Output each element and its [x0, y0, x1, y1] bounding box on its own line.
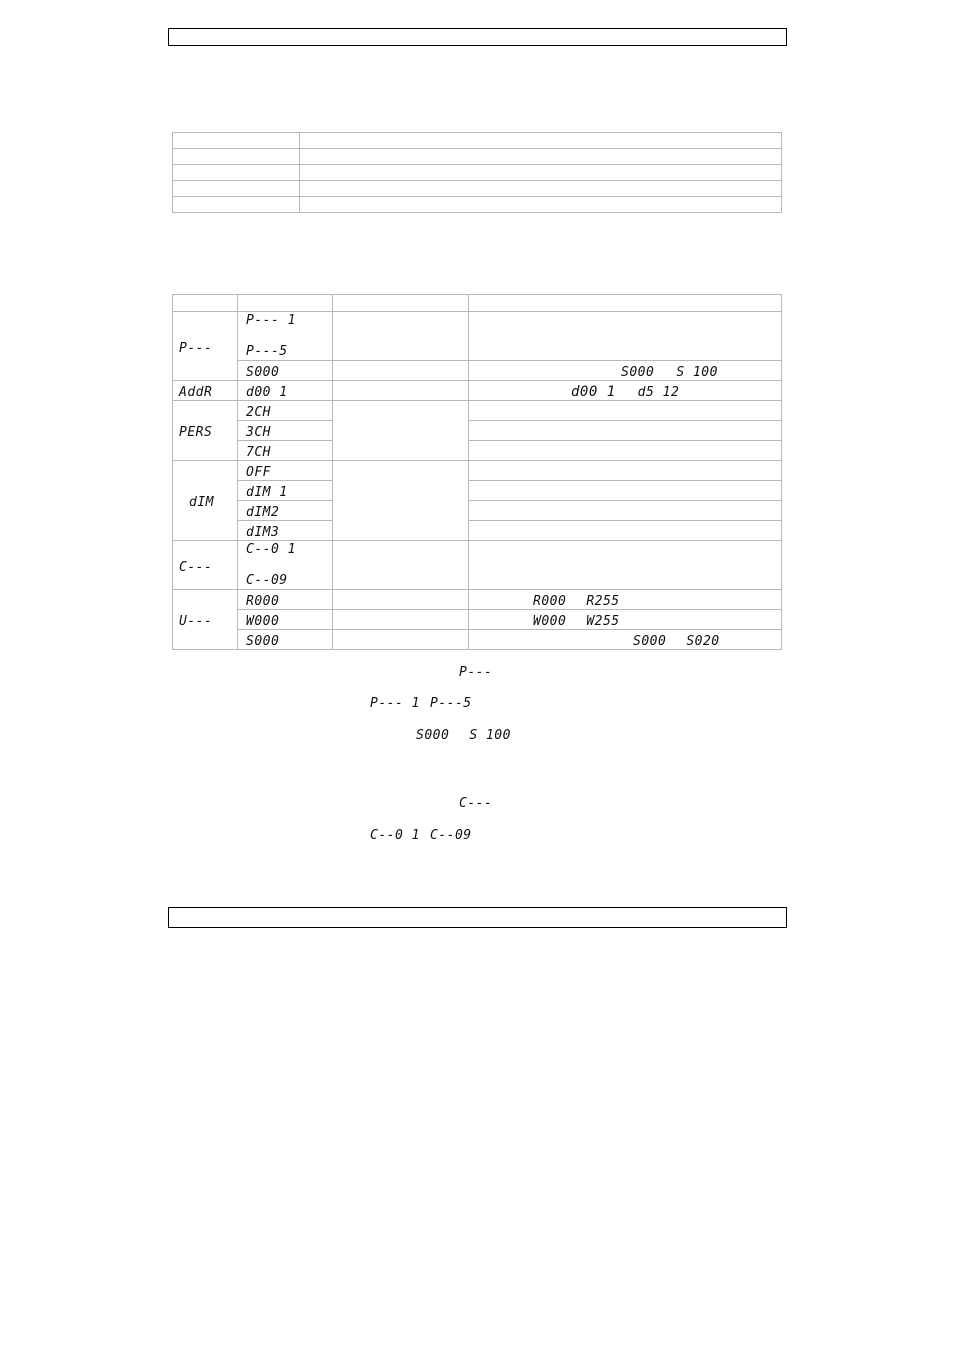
table-row — [173, 481, 782, 501]
sub-code: 3CH — [246, 425, 271, 440]
sub-code: dIM3 — [246, 525, 280, 540]
table-row — [173, 181, 782, 197]
sub-code: S000 — [246, 634, 280, 649]
range-from: S000 — [621, 365, 655, 380]
sub-code: dIM2 — [246, 505, 280, 520]
sub-code: W000 — [246, 614, 280, 629]
menu-code: AddR — [179, 385, 213, 400]
table-row — [173, 133, 782, 149]
sub-code: C--0 1 — [246, 542, 296, 557]
lcd-code: C--- — [459, 796, 493, 811]
text-line — [459, 792, 492, 811]
table-row — [173, 610, 782, 630]
lcd-code: P--- — [459, 665, 493, 680]
sub-code: 2CH — [246, 405, 271, 420]
table-1 — [172, 132, 782, 213]
lcd-code: S 100 — [469, 728, 511, 743]
table-row — [173, 381, 782, 401]
table-row — [173, 441, 782, 461]
sub-code: 7CH — [246, 445, 271, 460]
range-from: d00 1 — [571, 384, 616, 400]
sub-code: S000 — [246, 365, 280, 380]
menu-code: P--- — [179, 340, 213, 356]
menu-table — [172, 294, 782, 650]
table-row — [173, 461, 782, 481]
sub-code: C--09 — [246, 573, 288, 588]
sub-code: R000 — [246, 594, 280, 609]
sub-code: P---5 — [246, 344, 288, 359]
table-row — [173, 312, 782, 361]
sub-code: P--- 1 — [246, 313, 296, 328]
footer-bar — [168, 907, 787, 928]
lcd-code: P---5 — [429, 696, 472, 711]
text-line — [370, 824, 472, 843]
table-row — [173, 521, 782, 541]
table-row — [173, 165, 782, 181]
lcd-code: C--09 — [429, 828, 472, 843]
range-from: S000 — [633, 634, 667, 649]
lcd-code: S000 — [416, 728, 450, 743]
table-row — [173, 149, 782, 165]
text-line — [416, 724, 511, 743]
range-to: S020 — [686, 634, 720, 649]
menu-code: U--- — [179, 614, 213, 629]
table-row — [173, 197, 782, 213]
range-to: R255 — [586, 594, 620, 609]
table-header-row — [173, 295, 782, 312]
range-from: R000 — [533, 594, 567, 609]
text-line — [370, 692, 472, 711]
range-from: W000 — [533, 614, 567, 629]
range-to: W255 — [586, 614, 620, 629]
lcd-code: C--0 1 — [370, 828, 420, 843]
table-row — [173, 501, 782, 521]
range-to: d5 12 — [637, 385, 680, 400]
menu-code: PERS — [179, 425, 213, 440]
table-row — [173, 630, 782, 650]
range-to: S 100 — [676, 365, 718, 380]
lcd-code: P--- 1 — [370, 696, 420, 711]
table-row — [173, 590, 782, 610]
table-row — [173, 401, 782, 421]
table-row — [173, 541, 782, 590]
table-row — [173, 361, 782, 381]
header-bar — [168, 28, 787, 46]
table-row — [173, 421, 782, 441]
sub-code: OFF — [246, 465, 271, 480]
text-line — [459, 661, 492, 680]
sub-code: d00 1 — [246, 385, 288, 400]
menu-code: C--- — [179, 559, 213, 575]
menu-code: dIM — [189, 495, 214, 510]
sub-code: dIM 1 — [246, 485, 288, 500]
